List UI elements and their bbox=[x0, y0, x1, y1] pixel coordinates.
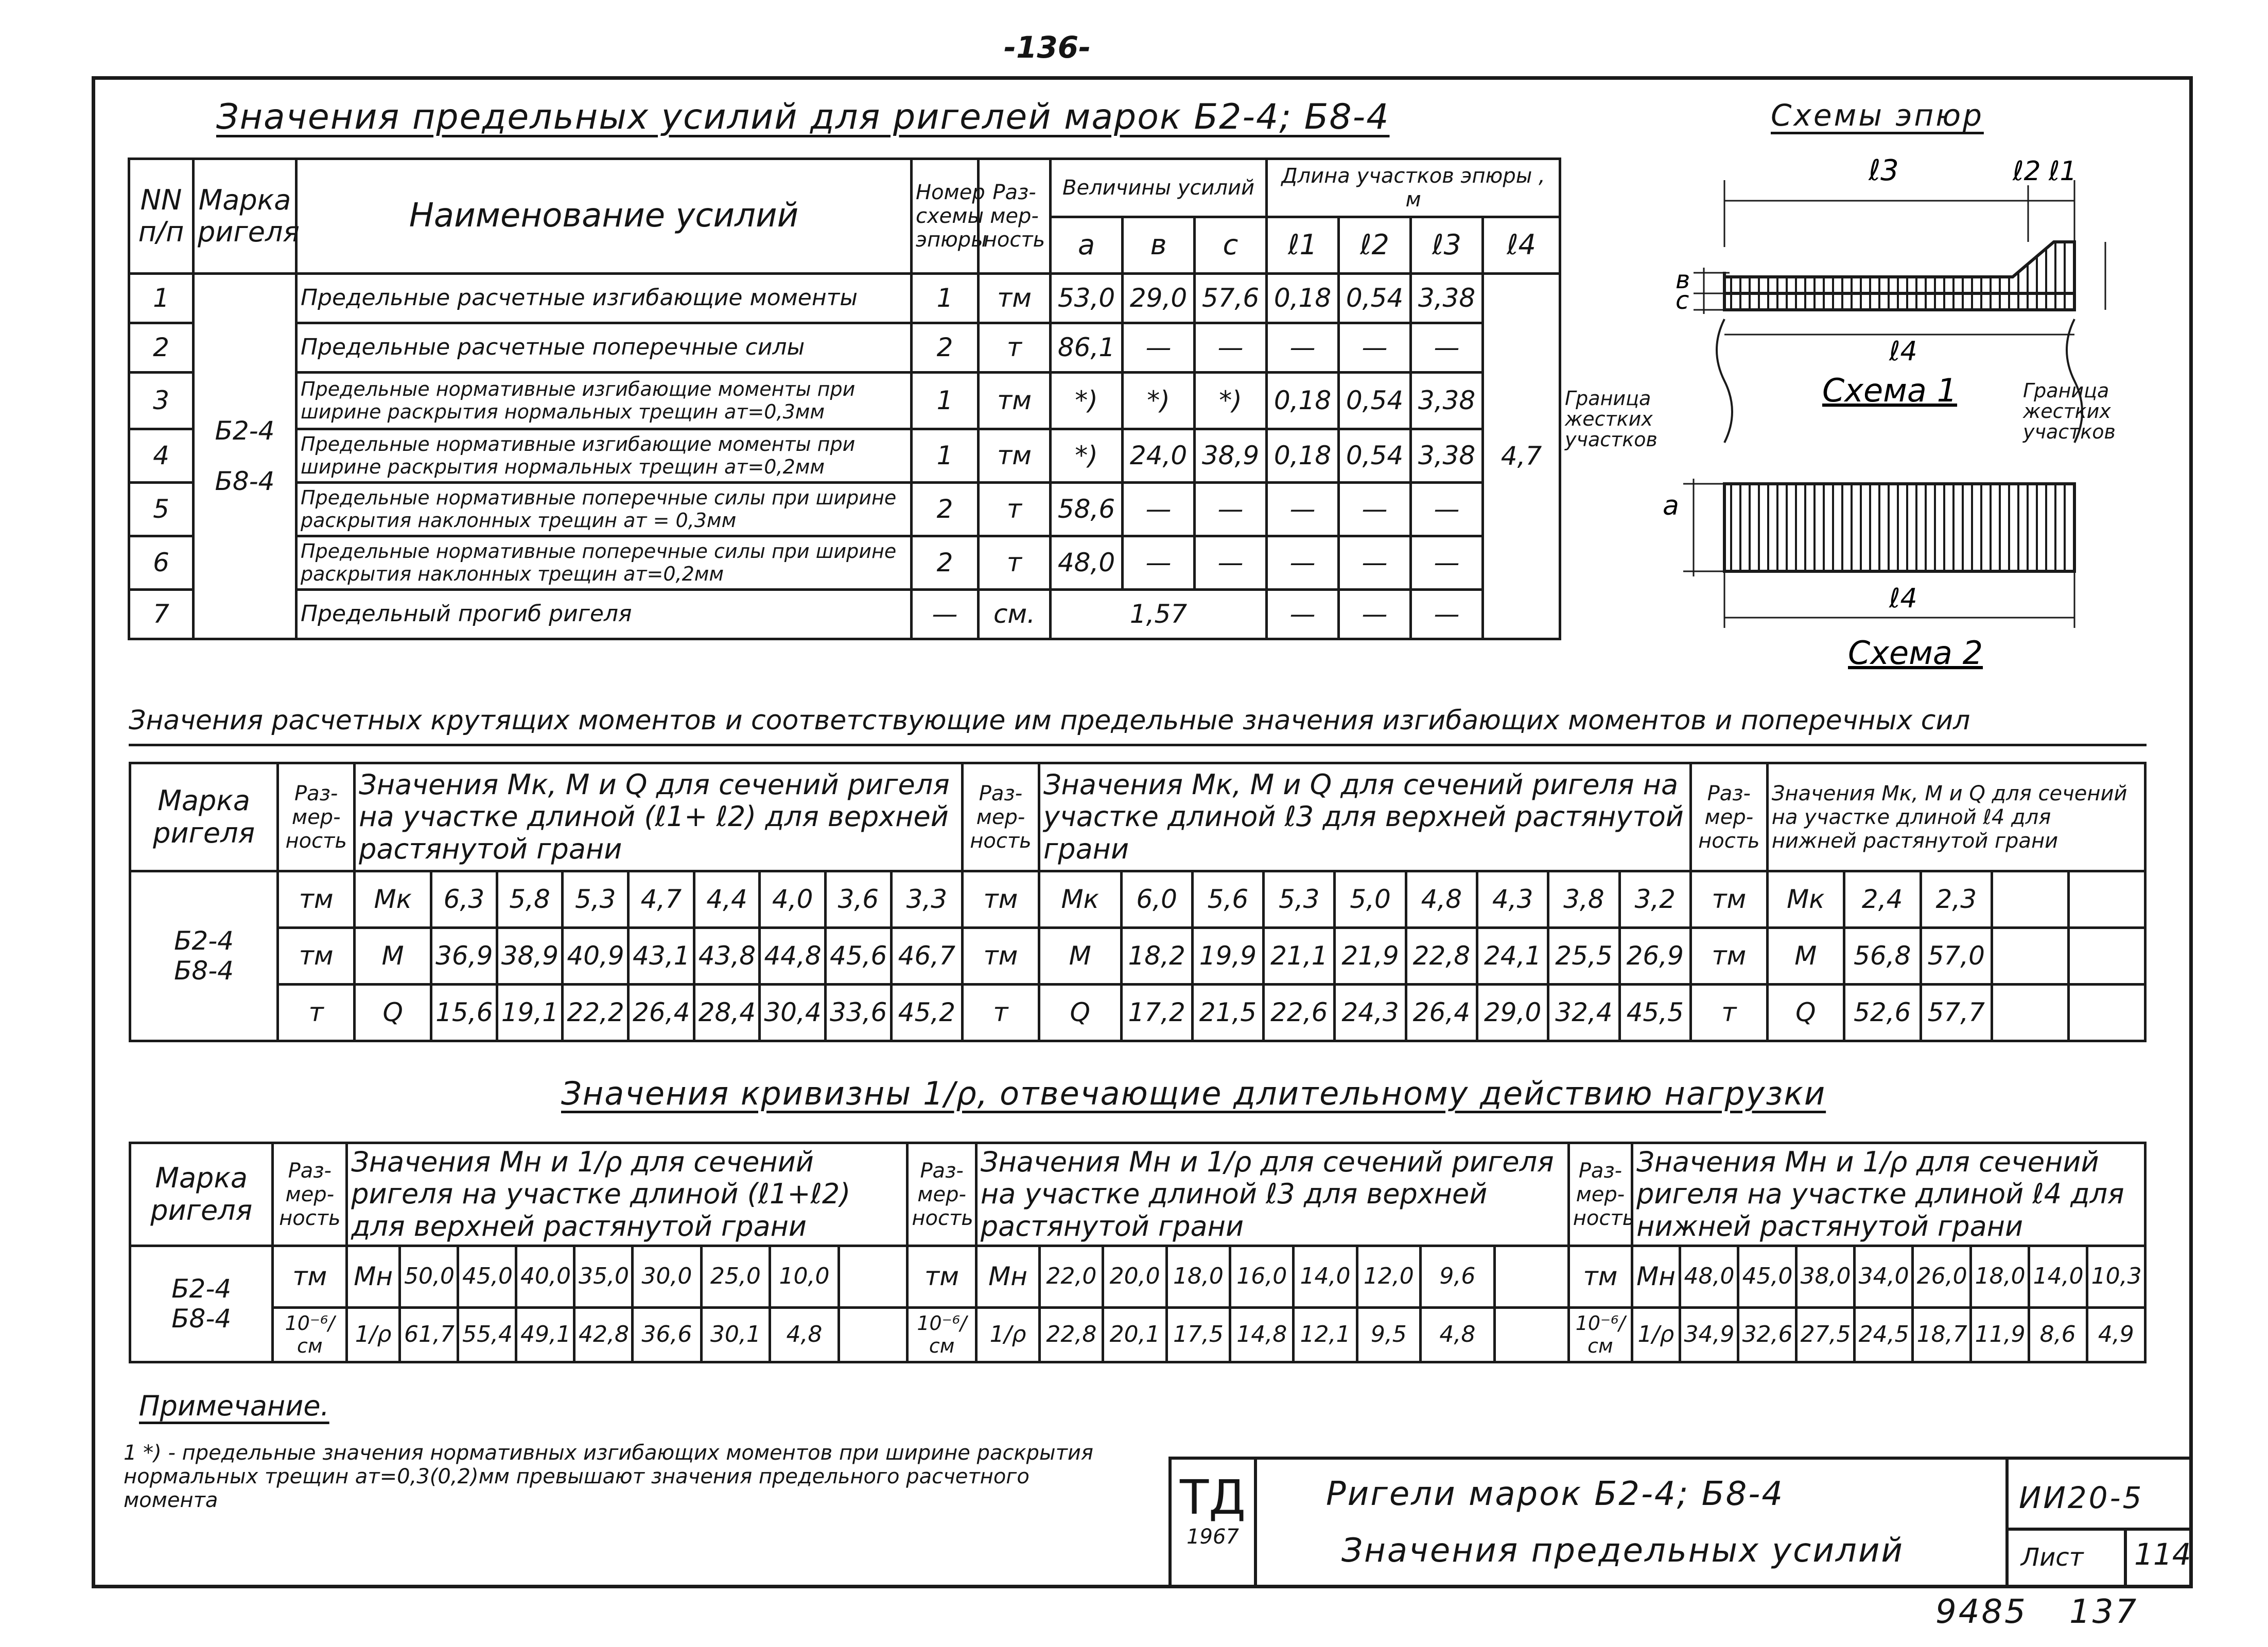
cell-value: 40,0 bbox=[516, 1246, 574, 1308]
row-n: 6 bbox=[129, 536, 194, 590]
row-scheme: 2 bbox=[912, 483, 979, 536]
row-l2: — bbox=[1339, 483, 1411, 536]
cell-dim: тм bbox=[1690, 928, 1767, 985]
cell-value: 4,8 bbox=[1420, 1308, 1494, 1362]
archive-number: 9485 bbox=[1935, 1593, 2028, 1631]
cell-value: 57,7 bbox=[1921, 985, 1992, 1041]
table2-title: Значения расчетных крутящих моментов и соответствующие им предельные значения изгибающих моментов и поперечных сил bbox=[129, 705, 1970, 736]
cell-value: 45,2 bbox=[891, 985, 962, 1041]
cell-value: 30,1 bbox=[701, 1308, 770, 1362]
cell-value: 20,0 bbox=[1103, 1246, 1166, 1308]
cell-value: 4,3 bbox=[1477, 871, 1548, 928]
cell-value: 4,4 bbox=[694, 871, 760, 928]
cell-value: 34,9 bbox=[1680, 1308, 1738, 1362]
schemes-title: Схемы эпюр bbox=[1771, 98, 1984, 133]
cell-dim: т bbox=[963, 985, 1039, 1041]
stamp-code: ИИ20-5 bbox=[2019, 1480, 2144, 1515]
row-n: 1 bbox=[129, 274, 194, 323]
row-scheme: 2 bbox=[912, 323, 979, 373]
cell-value: 18,2 bbox=[1121, 928, 1192, 985]
cell-value: 32,6 bbox=[1738, 1308, 1796, 1362]
scheme2-diagram bbox=[1683, 479, 2074, 628]
header-mark: Марка ригеля bbox=[194, 159, 296, 274]
stamp-line1: Ригели марок Б2-4; Б8-4 bbox=[1326, 1475, 1785, 1513]
stamp-year: 1967 bbox=[1187, 1525, 1239, 1549]
mark-line: Б8-4 bbox=[215, 466, 275, 496]
cell-value: 40,9 bbox=[563, 928, 629, 985]
table-row bbox=[130, 1246, 2145, 1308]
cell-value bbox=[1494, 1308, 1568, 1362]
page-number: -136- bbox=[1004, 30, 1091, 65]
row-l2: — bbox=[1339, 323, 1411, 373]
cell-value: 5,8 bbox=[497, 871, 563, 928]
table-row bbox=[129, 323, 1560, 373]
cell-value: 57,0 bbox=[1921, 928, 1992, 985]
mark-line: Б8-4 bbox=[171, 1303, 232, 1334]
table-row bbox=[130, 1308, 2145, 1362]
label-a: a bbox=[1663, 490, 1679, 521]
cell-value: 22,2 bbox=[563, 985, 629, 1041]
scheme1-label: Схема 1 bbox=[1822, 372, 1958, 409]
mark-line: Б2-4 bbox=[174, 926, 234, 956]
row-dim: тм bbox=[979, 274, 1051, 323]
header-group1: Значения Мн и 1/ρ для сечений ригеля на участке длиной (ℓ1+ℓ2) для верхней растянутой грани bbox=[347, 1143, 908, 1246]
cell-value: 25,0 bbox=[701, 1246, 770, 1308]
cell-value: 22,6 bbox=[1264, 985, 1335, 1041]
cell-value: 43,1 bbox=[629, 928, 694, 985]
row-c: — bbox=[1195, 323, 1267, 373]
row-scheme: — bbox=[912, 590, 979, 639]
cell-value: 46,7 bbox=[891, 928, 962, 985]
label-l1: ℓ1 bbox=[2049, 156, 2077, 187]
row-l1: 0,18 bbox=[1267, 373, 1339, 429]
cell-value: 14,8 bbox=[1230, 1308, 1294, 1362]
mark-cell bbox=[130, 871, 278, 1041]
header-dim: Раз-мер-ность bbox=[963, 763, 1039, 871]
row-l2: — bbox=[1339, 590, 1411, 639]
cell-value: 21,5 bbox=[1192, 985, 1263, 1041]
header-name: Наименование усилий bbox=[296, 159, 912, 274]
table-row bbox=[129, 483, 1560, 536]
cell-value: 11,9 bbox=[1970, 1308, 2029, 1362]
cell-value bbox=[1992, 928, 2068, 985]
row-name: Предельные расчетные изгибающие моменты bbox=[296, 274, 912, 323]
row-n: 3 bbox=[129, 373, 194, 429]
row-dim: см. bbox=[979, 590, 1051, 639]
row-a: 86,1 bbox=[1051, 323, 1123, 373]
cell-value: 42,8 bbox=[574, 1308, 633, 1362]
cell-sym: М bbox=[355, 928, 431, 985]
cell-dim: 10⁻⁶/см bbox=[1568, 1308, 1632, 1362]
cell-dim: тм bbox=[908, 1246, 976, 1308]
cell-value: 19,1 bbox=[497, 985, 563, 1041]
row-b: — bbox=[1123, 323, 1195, 373]
table-row bbox=[130, 928, 2145, 985]
cell-value bbox=[1992, 871, 2068, 928]
cell-value: 20,1 bbox=[1103, 1308, 1166, 1362]
row-abc: 1,57 bbox=[1051, 590, 1267, 639]
row-c: — bbox=[1195, 536, 1267, 590]
header-nn: NN п/п bbox=[129, 159, 194, 274]
cell-value: 33,6 bbox=[826, 985, 892, 1041]
l4-cell: 4,7 bbox=[1483, 274, 1560, 639]
row-l1: 0,18 bbox=[1267, 274, 1339, 323]
row-c: — bbox=[1195, 483, 1267, 536]
row-l3: 3,38 bbox=[1411, 373, 1483, 429]
stamp-divider bbox=[2009, 1528, 2193, 1531]
label-b: в bbox=[1676, 266, 1690, 294]
cell-value: 8,6 bbox=[2029, 1308, 2087, 1362]
cell-dim: тм bbox=[278, 871, 355, 928]
header-l3: ℓ3 bbox=[1411, 217, 1483, 274]
cell-value: 4,9 bbox=[2087, 1308, 2145, 1362]
cell-value bbox=[2068, 985, 2145, 1041]
header-l4: ℓ4 bbox=[1483, 217, 1560, 274]
row-b: — bbox=[1123, 536, 1195, 590]
stamp-logo-cell bbox=[1172, 1460, 1257, 1585]
cell-value: 50,0 bbox=[399, 1246, 458, 1308]
note-text: 1 *) - предельные значения нормативных изгибающих моментов при ширине раскрытия нормальных трещин aт=0,3(0,2)мм превышают значения предельного расчетного момента bbox=[124, 1441, 1093, 1512]
row-b: — bbox=[1123, 483, 1195, 536]
cell-sym: Мк bbox=[355, 871, 431, 928]
cell-value: 5,6 bbox=[1192, 871, 1263, 928]
cell-value bbox=[1992, 985, 2068, 1041]
scheme2-label: Схема 2 bbox=[1848, 634, 1983, 672]
cell-value: 49,1 bbox=[516, 1308, 574, 1362]
cell-sym: 1/ρ bbox=[347, 1308, 400, 1362]
row-l3: — bbox=[1411, 536, 1483, 590]
row-a: 48,0 bbox=[1051, 536, 1123, 590]
header-group2: Значения Мн и 1/ρ для сечений ригеля на участке длиной ℓ3 для верхней растянутой грани bbox=[976, 1143, 1568, 1246]
mark-line: Б2-4 bbox=[215, 416, 275, 446]
row-b: 24,0 bbox=[1123, 429, 1195, 483]
cell-value: 2,3 bbox=[1921, 871, 1992, 928]
cell-value: 30,0 bbox=[633, 1246, 702, 1308]
cell-value: 3,6 bbox=[826, 871, 892, 928]
archive-page: 137 bbox=[2069, 1593, 2139, 1631]
note-title: Примечание. bbox=[139, 1390, 329, 1422]
cell-sym: Q bbox=[355, 985, 431, 1041]
stamp-sheet-label: Лист bbox=[2021, 1543, 2084, 1572]
table2-title-rule bbox=[129, 744, 2147, 746]
row-l3: 3,38 bbox=[1411, 274, 1483, 323]
row-name: Предельные нормативные изгибающие моменты при ширине раскрытия нормальных трещин aт=0,3мм bbox=[296, 373, 912, 429]
cell-value: 10,3 bbox=[2087, 1246, 2145, 1308]
cell-value: 15,6 bbox=[431, 985, 497, 1041]
header-dim: Раз-мер-ность bbox=[1568, 1143, 1632, 1246]
cell-value: 21,1 bbox=[1264, 928, 1335, 985]
row-l1: — bbox=[1267, 536, 1339, 590]
row-dim: тм bbox=[979, 373, 1051, 429]
cell-value: 25,5 bbox=[1548, 928, 1619, 985]
header-dim: Раз-мер-ность bbox=[278, 763, 355, 871]
cell-value: 17,5 bbox=[1166, 1308, 1230, 1362]
cell-value: 5,3 bbox=[563, 871, 629, 928]
cell-value: 26,4 bbox=[1406, 985, 1477, 1041]
cell-value: 3,2 bbox=[1619, 871, 1690, 928]
cell-value: 35,0 bbox=[574, 1246, 633, 1308]
cell-value: 10,0 bbox=[770, 1246, 839, 1308]
row-c: 38,9 bbox=[1195, 429, 1267, 483]
cell-value: 12,0 bbox=[1357, 1246, 1420, 1308]
cell-dim: т bbox=[1690, 985, 1767, 1041]
cell-dim: т bbox=[278, 985, 355, 1041]
header-group3: Значения Мн и 1/ρ для сечений ригеля на участке длиной ℓ4 для нижней растянутой грани bbox=[1632, 1143, 2145, 1246]
row-l3: 3,38 bbox=[1411, 429, 1483, 483]
cell-sym: М bbox=[1039, 928, 1121, 985]
cell-value: 21,9 bbox=[1335, 928, 1406, 985]
cell-value: 26,4 bbox=[629, 985, 694, 1041]
row-dim: тм bbox=[979, 429, 1051, 483]
row-dim: т bbox=[979, 483, 1051, 536]
cell-value: 3,3 bbox=[891, 871, 962, 928]
row-b: 29,0 bbox=[1123, 274, 1195, 323]
header-group2: Значения Мк, М и Q для сечений ригеля на участке длиной ℓ3 для верхней растянутой грани bbox=[1039, 763, 1690, 871]
header-dim: Раз-мер-ность bbox=[979, 159, 1051, 274]
row-n: 4 bbox=[129, 429, 194, 483]
boundary-right-label: Граница жестких участков bbox=[2023, 379, 2116, 443]
table-row bbox=[129, 590, 1560, 639]
table-row bbox=[129, 429, 1560, 483]
cell-dim: тм bbox=[963, 871, 1039, 928]
cell-value: 22,8 bbox=[1040, 1308, 1103, 1362]
cell-value: 19,9 bbox=[1192, 928, 1263, 985]
row-l2: 0,54 bbox=[1339, 373, 1411, 429]
row-a: *) bbox=[1051, 373, 1123, 429]
cell-value: 14,0 bbox=[1294, 1246, 1357, 1308]
row-l1: — bbox=[1267, 590, 1339, 639]
header-lengths: Длина участков эпюры , м bbox=[1267, 159, 1560, 217]
row-n: 2 bbox=[129, 323, 194, 373]
header-group1: Значения Мк, М и Q для сечений ригеля на участке длиной (ℓ1+ ℓ2) для верхней растянутой грани bbox=[355, 763, 963, 871]
row-name: Предельные расчетные поперечные силы bbox=[296, 323, 912, 373]
cell-dim: 10⁻⁶/см bbox=[273, 1308, 347, 1362]
cell-value: 44,8 bbox=[760, 928, 826, 985]
cell-value: 34,0 bbox=[1854, 1246, 1912, 1308]
curvature-table bbox=[129, 1142, 2147, 1363]
cell-value bbox=[839, 1308, 908, 1362]
row-scheme: 1 bbox=[912, 373, 979, 429]
header-scheme: Номер схемы эпюры bbox=[912, 159, 979, 274]
cell-dim: тм bbox=[278, 928, 355, 985]
cell-sym: Мн bbox=[1632, 1246, 1680, 1308]
cell-value: 45,5 bbox=[1619, 985, 1690, 1041]
header-values: Величины усилий bbox=[1051, 159, 1267, 217]
cell-value: 12,1 bbox=[1294, 1308, 1357, 1362]
table-row bbox=[129, 373, 1560, 429]
row-l3: — bbox=[1411, 590, 1483, 639]
table-row bbox=[130, 871, 2145, 928]
cell-sym: 1/ρ bbox=[1632, 1308, 1680, 1362]
cell-value: 4,8 bbox=[1406, 871, 1477, 928]
cell-value: 9,5 bbox=[1357, 1308, 1420, 1362]
cell-value: 17,2 bbox=[1121, 985, 1192, 1041]
stamp-line2: Значения предельных усилий bbox=[1341, 1532, 1904, 1570]
row-scheme: 1 bbox=[912, 429, 979, 483]
row-n: 7 bbox=[129, 590, 194, 639]
cell-value: 27,5 bbox=[1796, 1308, 1854, 1362]
header-dim: Раз-мер-ность bbox=[1690, 763, 1767, 871]
table-row bbox=[129, 536, 1560, 590]
cell-value: 36,9 bbox=[431, 928, 497, 985]
cell-value: 48,0 bbox=[1680, 1246, 1738, 1308]
cell-value bbox=[2068, 928, 2145, 985]
row-dim: т bbox=[979, 323, 1051, 373]
cell-value: 22,0 bbox=[1040, 1246, 1103, 1308]
label-l3: ℓ3 bbox=[1869, 154, 1899, 187]
cell-value: 16,0 bbox=[1230, 1246, 1294, 1308]
row-name: Предельные нормативные поперечные силы при ширине раскрытия наклонных трещин aт=0,2мм bbox=[296, 536, 912, 590]
cell-value: 9,6 bbox=[1420, 1246, 1494, 1308]
label-l4-bottom: ℓ4 bbox=[1889, 583, 1917, 614]
row-a: 58,6 bbox=[1051, 483, 1123, 536]
label-l2: ℓ2 bbox=[2013, 156, 2041, 187]
header-a: a bbox=[1051, 217, 1123, 274]
header-mark: Марка ригеля bbox=[130, 1143, 273, 1246]
cell-value bbox=[2068, 871, 2145, 928]
stamp-sheet-divider bbox=[2124, 1531, 2127, 1585]
cell-value: 18,0 bbox=[1166, 1246, 1230, 1308]
table1-title: Значения предельных усилий для ригелей марок Б2-4; Б8-4 bbox=[216, 97, 1390, 137]
label-l4-top: ℓ4 bbox=[1889, 336, 1917, 367]
row-l2: — bbox=[1339, 536, 1411, 590]
title-block bbox=[1168, 1457, 2193, 1588]
cell-value: 26,9 bbox=[1619, 928, 1690, 985]
cell-value: 4,7 bbox=[629, 871, 694, 928]
row-c: 57,6 bbox=[1195, 274, 1267, 323]
row-dim: т bbox=[979, 536, 1051, 590]
cell-dim: тм bbox=[1690, 871, 1767, 928]
header-mark: Марка ригеля bbox=[130, 763, 278, 871]
cell-value: 26,0 bbox=[1912, 1246, 1970, 1308]
cell-value: 18,7 bbox=[1912, 1308, 1970, 1362]
cell-value: 28,4 bbox=[694, 985, 760, 1041]
header-c: c bbox=[1195, 217, 1267, 274]
table-row bbox=[129, 274, 1560, 323]
cell-sym: Мк bbox=[1767, 871, 1844, 928]
table3-title: Значения кривизны 1/ρ, отвечающие длительному действию нагрузки bbox=[561, 1075, 1826, 1112]
cell-dim: тм bbox=[963, 928, 1039, 985]
cell-sym: Q bbox=[1039, 985, 1121, 1041]
header-group3: Значения Мк, М и Q для сечений на участке длиной ℓ4 для нижней растянутой грани bbox=[1767, 763, 2145, 871]
cell-value: 6,3 bbox=[431, 871, 497, 928]
cell-dim: тм bbox=[273, 1246, 347, 1308]
table-row bbox=[130, 985, 2145, 1041]
cell-value bbox=[839, 1246, 908, 1308]
limit-forces-table bbox=[128, 157, 1561, 640]
stamp-sheet-number: 114 bbox=[2134, 1537, 2191, 1572]
row-c: *) bbox=[1195, 373, 1267, 429]
cell-value: 5,0 bbox=[1335, 871, 1406, 928]
stamp-right-cell bbox=[2005, 1460, 2193, 1585]
cell-value: 45,0 bbox=[458, 1246, 516, 1308]
cell-value: 29,0 bbox=[1477, 985, 1548, 1041]
cell-sym: Мн bbox=[347, 1246, 400, 1308]
cell-value bbox=[1494, 1246, 1568, 1308]
label-c: c bbox=[1676, 286, 1689, 315]
cell-value: 22,8 bbox=[1406, 928, 1477, 985]
cell-value: 24,3 bbox=[1335, 985, 1406, 1041]
row-n: 5 bbox=[129, 483, 194, 536]
cell-sym: 1/ρ bbox=[976, 1308, 1039, 1362]
cell-sym: Мн bbox=[976, 1246, 1039, 1308]
row-l2: 0,54 bbox=[1339, 274, 1411, 323]
cell-value: 4,8 bbox=[770, 1308, 839, 1362]
mark-cell bbox=[194, 274, 296, 639]
row-a: *) bbox=[1051, 429, 1123, 483]
cell-value: 24,5 bbox=[1854, 1308, 1912, 1362]
row-l1: — bbox=[1267, 323, 1339, 373]
cell-value: 43,8 bbox=[694, 928, 760, 985]
header-l1: ℓ1 bbox=[1267, 217, 1339, 274]
mark-line: Б8-4 bbox=[174, 955, 234, 986]
row-l1: — bbox=[1267, 483, 1339, 536]
mark-cell bbox=[130, 1246, 273, 1362]
cell-value: 61,7 bbox=[399, 1308, 458, 1362]
mark-line: Б2-4 bbox=[171, 1274, 232, 1304]
cell-value: 36,6 bbox=[633, 1308, 702, 1362]
cell-value: 45,6 bbox=[826, 928, 892, 985]
cell-value: 45,0 bbox=[1738, 1246, 1796, 1308]
row-name: Предельные нормативные изгибающие моменты при ширине раскрытия нормальных трещин aт=0,2мм bbox=[296, 429, 912, 483]
cell-value: 52,6 bbox=[1844, 985, 1921, 1041]
cell-value: 14,0 bbox=[2029, 1246, 2087, 1308]
cell-value: 2,4 bbox=[1844, 871, 1921, 928]
header-b: в bbox=[1123, 217, 1195, 274]
row-l3: — bbox=[1411, 483, 1483, 536]
cell-value: 56,8 bbox=[1844, 928, 1921, 985]
boundary-left-label: Граница жестких участков bbox=[1565, 387, 1658, 451]
cell-dim: тм bbox=[1568, 1246, 1632, 1308]
cell-value: 6,0 bbox=[1121, 871, 1192, 928]
cell-value: 32,4 bbox=[1548, 985, 1619, 1041]
row-scheme: 2 bbox=[912, 536, 979, 590]
cell-value: 38,0 bbox=[1796, 1246, 1854, 1308]
cell-sym: М bbox=[1767, 928, 1844, 985]
cell-value: 30,4 bbox=[760, 985, 826, 1041]
torsion-moments-table bbox=[129, 762, 2147, 1042]
cell-value: 18,0 bbox=[1970, 1246, 2029, 1308]
cell-value: 55,4 bbox=[458, 1308, 516, 1362]
row-l2: 0,54 bbox=[1339, 429, 1411, 483]
header-dim: Раз-мер-ность bbox=[273, 1143, 347, 1246]
cell-value: 3,8 bbox=[1548, 871, 1619, 928]
cell-dim: 10⁻⁶/см bbox=[908, 1308, 976, 1362]
cell-value: 4,0 bbox=[760, 871, 826, 928]
cell-value: 24,1 bbox=[1477, 928, 1548, 985]
row-l3: — bbox=[1411, 323, 1483, 373]
stamp-logo: ТД bbox=[1179, 1470, 1246, 1525]
row-name: Предельные нормативные поперечные силы при ширине раскрытия наклонных трещин aт = 0,3мм bbox=[296, 483, 912, 536]
header-dim: Раз-мер-ность bbox=[908, 1143, 976, 1246]
cell-sym: Q bbox=[1767, 985, 1844, 1041]
cell-value: 5,3 bbox=[1264, 871, 1335, 928]
header-l2: ℓ2 bbox=[1339, 217, 1411, 274]
cell-value: 38,9 bbox=[497, 928, 563, 985]
row-l1: 0,18 bbox=[1267, 429, 1339, 483]
row-scheme: 1 bbox=[912, 274, 979, 323]
row-a: 53,0 bbox=[1051, 274, 1123, 323]
row-b: *) bbox=[1123, 373, 1195, 429]
row-name: Предельный прогиб ригеля bbox=[296, 590, 912, 639]
cell-sym: Мк bbox=[1039, 871, 1121, 928]
